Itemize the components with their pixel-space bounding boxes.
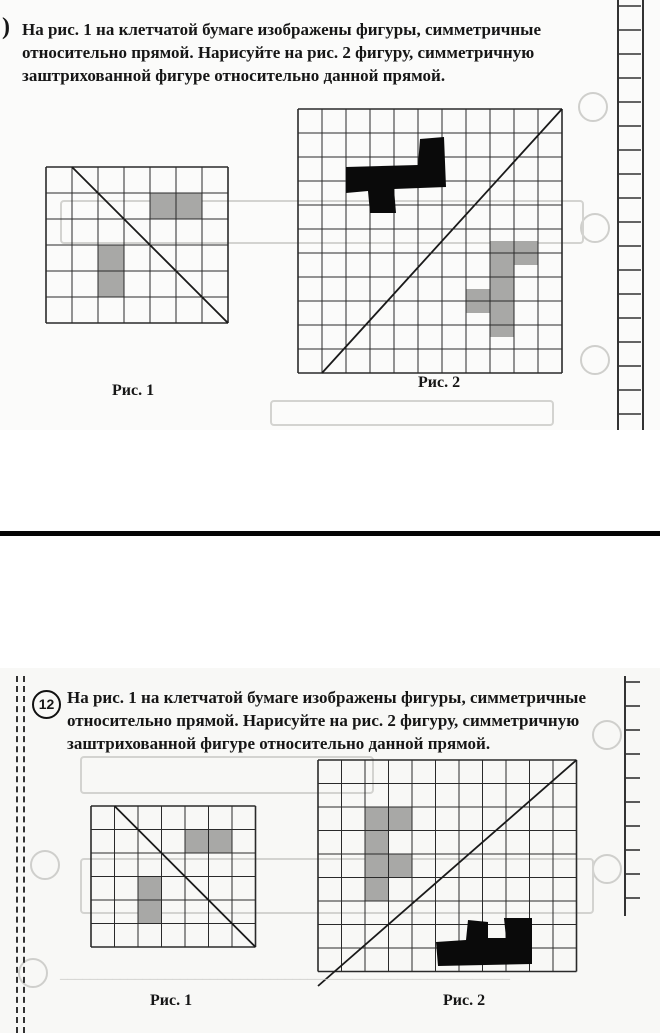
- task-line-3: заштрихованной фигуре относительно данной прямой.: [67, 734, 491, 753]
- task-number-badge: 12: [32, 690, 61, 719]
- grid-lines: [318, 760, 577, 972]
- shaded-figure: [466, 241, 538, 337]
- ruler-ticks: [617, 0, 643, 430]
- ruler-ticks: [624, 676, 644, 916]
- scan-bottom: [0, 668, 660, 1033]
- bleed-circle: [592, 854, 622, 884]
- separator-bar: [0, 531, 660, 536]
- caption-fig1: Рис. 1: [112, 382, 155, 399]
- figure-2-bottom: [318, 760, 580, 986]
- figure-1-top: [46, 167, 232, 325]
- task-line-2: относительно прямой. Нарисуйте на рис. 2 фигуру, симметричную: [67, 711, 580, 730]
- caption-fig2: Рис. 2: [443, 992, 486, 1009]
- figure-1-bottom: [91, 806, 259, 950]
- figure-2-top: [298, 109, 564, 375]
- bleed-circle: [592, 720, 622, 750]
- task-line-3: заштрихованной фигуре относительно данной прямой.: [22, 66, 446, 85]
- margin-dashed-line: [16, 676, 18, 1033]
- bleed-text: ____________________________________________________________: [60, 966, 510, 982]
- grid-lines: [91, 806, 256, 947]
- bleed-box: [270, 400, 554, 426]
- caption-fig1: Рис. 1: [150, 992, 193, 1009]
- scan-top: [0, 0, 660, 430]
- bleed-circle: [578, 92, 608, 122]
- margin-dashed-line: [23, 676, 25, 1033]
- task-line-1: На рис. 1 на клетчатой бумаге изображены фигуры, симметричные: [22, 20, 541, 39]
- marker-drawn-answer: [346, 137, 446, 213]
- task-text-bottom: [67, 686, 586, 755]
- task-bracket: ): [2, 14, 10, 40]
- task-line-1: На рис. 1 на клетчатой бумаге изображены фигуры, симметричные: [67, 688, 586, 707]
- caption-fig2: Рис. 2: [418, 374, 461, 391]
- grid-lines: [46, 167, 228, 323]
- task-text-top: [22, 18, 541, 87]
- bleed-circle: [580, 345, 610, 375]
- marker-drawn-answer: [436, 918, 532, 966]
- task-line-2: относительно прямой. Нарисуйте на рис. 2 фигуру, симметричную: [22, 43, 535, 62]
- bleed-circle: [580, 213, 610, 243]
- bleed-circle: [30, 850, 60, 880]
